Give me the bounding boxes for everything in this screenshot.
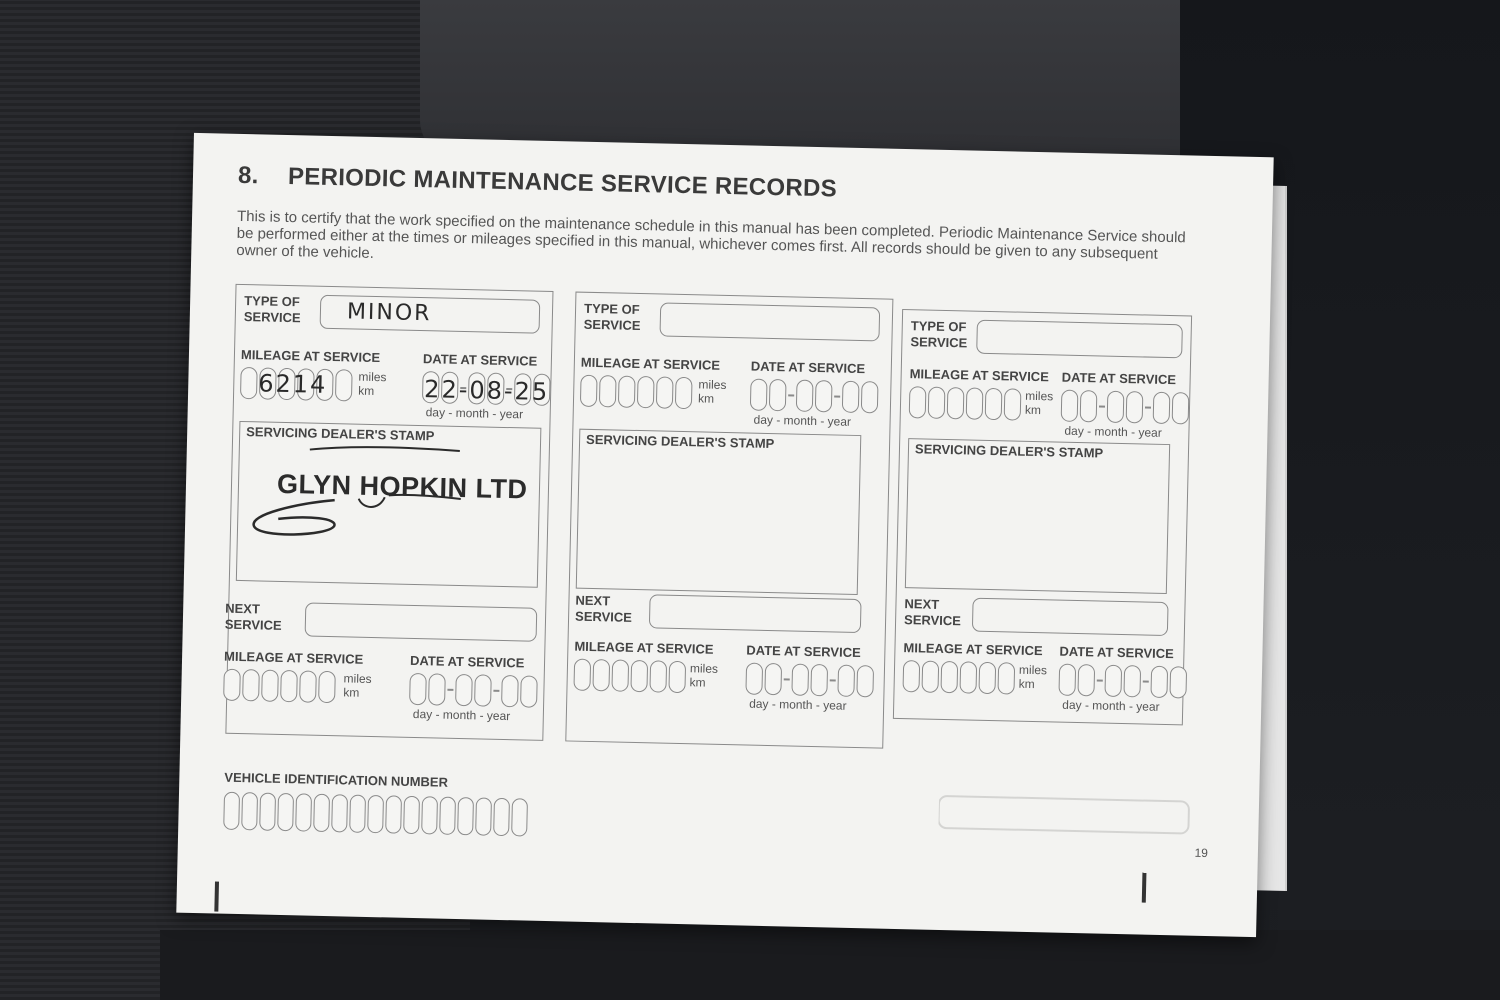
- vin-char-cell[interactable]: [295, 793, 312, 831]
- mileage-digit-cell[interactable]: [1004, 388, 1022, 420]
- mileage-label: MILEAGE AT SERVICE: [909, 366, 1050, 385]
- miles-unit: miles: [1025, 388, 1054, 404]
- mileage-label: MILEAGE AT SERVICE: [240, 346, 381, 366]
- trim-mark-right: [1142, 873, 1147, 903]
- date-digit-cell[interactable]: [810, 664, 828, 696]
- mileage-digit-cell[interactable]: [959, 661, 977, 693]
- mileage-digit-cell[interactable]: [599, 375, 617, 407]
- type-of-service-label: TYPE OF SERVICE: [583, 300, 641, 334]
- miles-unit: miles: [1018, 662, 1048, 678]
- next-service-label: NEXT SERVICE: [903, 596, 962, 629]
- mileage-digit-cell[interactable]: [242, 669, 260, 701]
- vin-char-cell[interactable]: [277, 793, 294, 831]
- date-digit-cell[interactable]: [750, 379, 768, 411]
- mileage-digit-cell[interactable]: [985, 388, 1003, 420]
- mileage-digit-cell[interactable]: [335, 369, 353, 401]
- mileage-digit-cell[interactable]: [675, 377, 693, 409]
- next-date-label: DATE AT SERVICE: [409, 652, 525, 671]
- type-of-service-handwritten: MINOR: [346, 299, 432, 327]
- date-digit-cell[interactable]: [764, 663, 782, 695]
- date-label: DATE AT SERVICE: [1061, 369, 1177, 388]
- mileage-digit-cell[interactable]: [637, 376, 655, 408]
- show-through-print: [938, 770, 1199, 836]
- mileage-cells[interactable]: [909, 386, 1024, 421]
- next-date-label: DATE AT SERVICE: [746, 642, 861, 661]
- date-format-hint: day - month - year: [753, 412, 852, 429]
- page-heading: [238, 162, 838, 204]
- vin-char-cell[interactable]: [421, 796, 438, 834]
- date-separator: [1143, 681, 1149, 683]
- page-number: 19: [1194, 845, 1209, 861]
- next-date-cells[interactable]: [409, 673, 540, 708]
- service-record-card-2: [565, 292, 893, 749]
- date-separator: [447, 689, 453, 691]
- next-service-field[interactable]: [305, 602, 538, 641]
- date-separator: [1097, 680, 1103, 682]
- mileage-digit-cell[interactable]: [240, 367, 258, 399]
- type-of-service-field[interactable]: [976, 320, 1183, 359]
- vin-char-cell[interactable]: [457, 797, 474, 835]
- mileage-digit-cell[interactable]: [611, 659, 629, 691]
- date-digit-cell[interactable]: [409, 673, 427, 705]
- dealer-stamp-label: SERVICING DEALER'S STAMP: [914, 441, 1104, 461]
- date-digit-cell[interactable]: [769, 379, 787, 411]
- next-date-label: DATE AT SERVICE: [1059, 643, 1174, 662]
- signature-scribble: [237, 422, 543, 589]
- mileage-digit-cell[interactable]: [318, 671, 336, 703]
- date-digit-cell[interactable]: [815, 380, 833, 412]
- mileage-digit-cell[interactable]: [928, 387, 946, 419]
- km-unit: km: [697, 391, 715, 406]
- trim-mark-left: [214, 882, 219, 912]
- mileage-digit-cell[interactable]: [902, 660, 920, 692]
- mileage-digit-cell[interactable]: [921, 661, 939, 693]
- next-miles-km-units: [1019, 663, 1048, 692]
- date-separator: [784, 679, 790, 681]
- next-date-format-hint: day - month - year: [1062, 697, 1160, 714]
- mileage-digit-cell[interactable]: [299, 670, 317, 702]
- date-separator: [830, 680, 836, 682]
- dealer-stamp-text: GLYN HOPKIN LTD: [276, 468, 528, 505]
- date-digit-cell[interactable]: [520, 675, 538, 707]
- service-record-page: [176, 133, 1273, 937]
- next-service-label: NEXT SERVICE: [574, 592, 633, 625]
- vin-char-cell[interactable]: [223, 792, 240, 830]
- date-digit-cell[interactable]: [1058, 664, 1076, 696]
- certification-text: This is to certify that the work specified on the maintenance schedule in this manual has been completed. Periodic Maintenance Service should be performed either at the times or mileages specified in this manual, whichever comes first. All records should be given to any subsequent owner of the vehicle.: [236, 207, 1186, 263]
- km-unit: km: [1024, 402, 1042, 418]
- date-digit-cell[interactable]: [791, 664, 809, 696]
- date-handwritten: 22-08-25: [423, 375, 550, 406]
- mileage-digit-cell[interactable]: [223, 669, 241, 701]
- next-date-cells[interactable]: [745, 663, 876, 698]
- date-digit-cell[interactable]: [1061, 390, 1079, 422]
- next-service-label: NEXT SERVICE: [224, 600, 282, 633]
- date-digit-cell[interactable]: [1126, 391, 1144, 423]
- type-of-service-label: TYPE OF SERVICE: [910, 318, 968, 351]
- type-of-service-field[interactable]: [659, 302, 880, 341]
- date-label: DATE AT SERVICE: [750, 358, 866, 377]
- miles-km-units: [1025, 389, 1054, 418]
- mileage-digit-cell[interactable]: [649, 660, 667, 692]
- next-mileage-label: MILEAGE AT SERVICE: [223, 648, 364, 667]
- mileage-digit-cell[interactable]: [573, 659, 591, 691]
- date-digit-cell[interactable]: [455, 674, 473, 706]
- date-digit-cell[interactable]: [428, 673, 446, 705]
- next-date-cells[interactable]: [1058, 664, 1189, 699]
- date-digit-cell[interactable]: [745, 663, 763, 695]
- vin-char-cell[interactable]: [349, 795, 366, 833]
- date-separator: [834, 396, 840, 398]
- next-date-format-hint: day - month - year: [412, 706, 511, 724]
- next-mileage-label: MILEAGE AT SERVICE: [903, 640, 1043, 659]
- date-cells[interactable]: [1061, 390, 1192, 425]
- date-cells[interactable]: [750, 379, 881, 414]
- date-digit-cell[interactable]: [1107, 391, 1125, 423]
- vin-char-cell[interactable]: [439, 797, 456, 835]
- mileage-digit-cell[interactable]: [261, 670, 279, 702]
- miles-unit: miles: [358, 369, 387, 385]
- date-format-hint: day - month - year: [1064, 423, 1162, 440]
- vin-char-cell[interactable]: [331, 794, 348, 832]
- next-date-format-hint: day - month - year: [749, 696, 847, 713]
- date-separator: [1145, 407, 1151, 409]
- date-digit-cell[interactable]: [861, 381, 879, 413]
- date-digit-cell[interactable]: [1077, 664, 1095, 696]
- miles-km-units: [698, 377, 727, 406]
- next-mileage-label: MILEAGE AT SERVICE: [574, 638, 714, 657]
- mileage-digit-cell[interactable]: [947, 387, 965, 419]
- next-mileage-cells[interactable]: [902, 660, 1017, 695]
- mileage-digit-cell[interactable]: [656, 376, 674, 408]
- dealer-stamp-area[interactable]: [576, 429, 862, 595]
- mileage-digit-cell[interactable]: [997, 662, 1015, 694]
- mileage-digit-cell[interactable]: [618, 376, 636, 408]
- mileage-digit-cell[interactable]: [630, 660, 648, 692]
- mileage-digit-cell[interactable]: [966, 387, 984, 419]
- date-digit-cell[interactable]: [1169, 666, 1187, 698]
- dealer-stamp-label: SERVICING DEALER'S STAMP: [585, 431, 775, 452]
- mileage-label: MILEAGE AT SERVICE: [580, 354, 721, 373]
- miles-unit: miles: [689, 661, 719, 676]
- date-digit-cell[interactable]: [837, 665, 855, 697]
- mileage-handwritten: 6214: [258, 369, 328, 399]
- mileage-digit-cell[interactable]: [668, 661, 686, 693]
- date-digit-cell[interactable]: [796, 380, 814, 412]
- next-miles-km-units: [343, 671, 372, 700]
- mileage-digit-cell[interactable]: [978, 662, 996, 694]
- mileage-digit-cell[interactable]: [592, 659, 610, 691]
- mileage-digit-cell[interactable]: [580, 375, 598, 407]
- date-digit-cell[interactable]: [1104, 665, 1122, 697]
- next-service-field[interactable]: [972, 598, 1169, 636]
- date-digit-cell[interactable]: [856, 665, 874, 697]
- date-digit-cell[interactable]: [474, 674, 492, 706]
- section-number: 8.: [237, 161, 259, 190]
- type-of-service-field[interactable]: [320, 295, 541, 334]
- vin-char-cell[interactable]: [475, 797, 492, 835]
- vin-char-cell[interactable]: [259, 793, 276, 831]
- date-separator: [1099, 406, 1105, 408]
- date-digit-cell[interactable]: [842, 381, 860, 413]
- vin-char-cell[interactable]: [385, 795, 402, 833]
- miles-unit: miles: [343, 671, 372, 687]
- vin-char-cell[interactable]: [511, 798, 528, 836]
- next-mileage-cells[interactable]: [573, 659, 688, 694]
- mileage-digit-cell[interactable]: [280, 670, 298, 702]
- vin-char-cell[interactable]: [313, 794, 330, 832]
- date-digit-cell[interactable]: [1172, 392, 1190, 424]
- km-unit: km: [689, 675, 706, 690]
- page-title: PERIODIC MAINTENANCE SERVICE RECORDS: [287, 162, 838, 203]
- date-digit-cell[interactable]: [1153, 392, 1171, 424]
- mileage-cells[interactable]: [580, 375, 695, 410]
- vin-cells[interactable]: [223, 792, 530, 837]
- dealer-stamp-area[interactable]: [236, 421, 542, 588]
- type-of-service-label: TYPE OF SERVICE: [243, 293, 301, 326]
- km-unit: km: [1018, 676, 1035, 692]
- service-record-card-1: [225, 284, 553, 741]
- date-separator: [493, 690, 499, 692]
- date-digit-cell[interactable]: [501, 675, 519, 707]
- date-digit-cell[interactable]: [1080, 390, 1098, 422]
- seat-base: [160, 930, 1500, 1000]
- miles-unit: miles: [698, 377, 727, 392]
- date-digit-cell[interactable]: [1123, 665, 1141, 697]
- vin-char-cell[interactable]: [493, 798, 510, 836]
- next-miles-km-units: [689, 661, 718, 690]
- dealer-stamp-label: SERVICING DEALER'S STAMP: [246, 424, 435, 444]
- next-service-field[interactable]: [649, 594, 862, 633]
- service-record-card-3: [893, 309, 1192, 725]
- dealer-stamp-area[interactable]: [905, 438, 1170, 594]
- date-digit-cell[interactable]: [1150, 666, 1168, 698]
- date-format-hint: day - month - year: [425, 405, 524, 422]
- km-unit: km: [343, 685, 360, 700]
- date-label: DATE AT SERVICE: [422, 351, 538, 369]
- mileage-digit-cell[interactable]: [940, 661, 958, 693]
- date-separator: [788, 395, 794, 397]
- km-unit: km: [358, 383, 375, 399]
- mileage-digit-cell[interactable]: [909, 386, 927, 418]
- miles-km-units: [358, 370, 387, 399]
- vin-char-cell[interactable]: [241, 792, 258, 830]
- vin-label: VEHICLE IDENTIFICATION NUMBER: [224, 769, 449, 790]
- vin-char-cell[interactable]: [403, 796, 420, 834]
- seat-backrest: [420, 0, 1210, 160]
- vin-char-cell[interactable]: [367, 795, 384, 833]
- next-mileage-cells[interactable]: [223, 669, 338, 704]
